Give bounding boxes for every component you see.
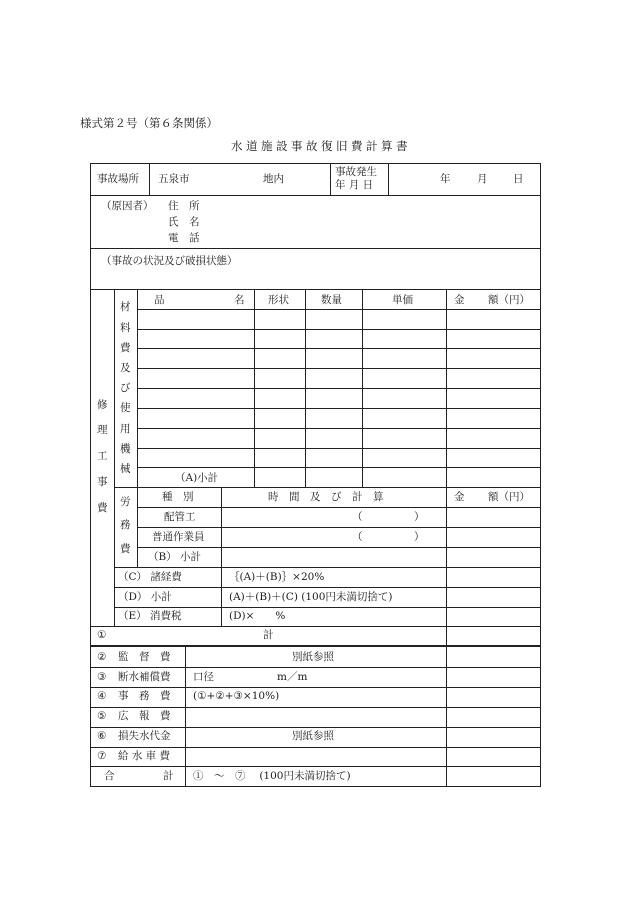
document-title: 水道施設事故復旧費計算書: [231, 139, 411, 153]
col-divider: [114, 289, 115, 626]
row4-number: ④: [97, 690, 107, 702]
accident-place-label: 事故場所: [97, 173, 139, 185]
phone-label: 電 話: [168, 232, 200, 244]
row-divider: [90, 195, 541, 196]
row-divider: [137, 408, 541, 409]
material-label-9: 械: [120, 463, 131, 475]
address-label: 住 所: [168, 200, 200, 212]
row3-note: 口径 m／m: [193, 671, 308, 683]
col-divider: [221, 567, 222, 626]
occurrence-label: 事故発生: [335, 166, 377, 178]
row-divider: [90, 747, 541, 748]
labor-calc-open: （: [352, 531, 363, 543]
row-divider: [137, 448, 541, 449]
repair-label-5: 費: [97, 502, 108, 514]
year-field[interactable]: 年: [440, 173, 451, 185]
row6-note: 別紙参照: [292, 730, 334, 742]
repair-label-3: 工: [97, 450, 108, 462]
row-divider: [137, 348, 541, 349]
col-divider: [330, 163, 331, 195]
labor-header-type: 種 別: [162, 491, 194, 503]
row-divider: [90, 626, 541, 627]
material-label-1: 材: [120, 301, 131, 313]
material-label-2: 料: [120, 322, 131, 334]
row-divider: [137, 467, 541, 468]
row4-note: (①+②+③×10%): [193, 690, 280, 702]
labor-calc-close: ）: [414, 531, 425, 543]
grand-total-label-left: 合: [104, 770, 115, 782]
row3-number: ③: [97, 671, 107, 683]
material-label-3: 費: [120, 342, 131, 354]
situation-label: （事故の状況及び破損状態）: [101, 255, 238, 267]
material-label-8: 機: [120, 443, 131, 455]
row4-label: 事 務 費: [118, 690, 171, 702]
row-divider: [90, 707, 541, 708]
labor-header-amount-right: 額（円）: [488, 491, 530, 503]
row-divider: [90, 766, 541, 767]
material-label-7: 用: [120, 423, 131, 435]
grand-total-calc: ① ～ ⑦ (100円未満切捨て): [193, 770, 351, 782]
labor-label-2: 務: [120, 519, 131, 531]
row-divider: [137, 428, 541, 429]
labor-label-1: 労: [120, 496, 131, 508]
tax-label: （E） 消費税: [118, 610, 182, 622]
row-divider: [90, 727, 541, 728]
labor-calc-open: （: [352, 511, 363, 523]
header-amount-left: 金: [454, 294, 465, 306]
subtotal-a-label: （A)小計: [175, 472, 219, 484]
day-field[interactable]: 日: [513, 173, 524, 185]
row5-label: 広 報 費: [118, 710, 171, 722]
header-qty: 数量: [321, 294, 342, 306]
month-field[interactable]: 月: [477, 173, 488, 185]
row2-number: ②: [97, 651, 107, 663]
row-divider: [90, 289, 541, 290]
name-label: 氏 名: [168, 216, 200, 228]
row-divider: [114, 607, 541, 608]
row7-label: 給 水 車 費: [118, 750, 171, 762]
cause-label: （原因者）: [101, 200, 154, 212]
row6-number: ⑥: [97, 730, 107, 742]
row-divider: [137, 309, 541, 310]
district-suffix: 地内: [263, 173, 284, 185]
row-divider: [90, 248, 541, 249]
row-divider: [137, 527, 541, 528]
row-divider: [90, 687, 541, 688]
repair-label-1: 修: [97, 399, 108, 411]
overhead-label: （C） 諸経費: [118, 571, 182, 583]
header-item-right: 名: [234, 294, 245, 306]
repair-label-4: 事: [97, 476, 108, 488]
row-divider: [137, 507, 541, 508]
occurrence-date-label: 年 月 日: [335, 179, 374, 191]
tax-calc: (D)× %: [229, 610, 286, 622]
total1-label: 計: [263, 629, 274, 641]
row2-note: 別紙参照: [292, 651, 334, 663]
row-divider: [114, 587, 541, 588]
labor-header-amount-left: 金: [454, 491, 465, 503]
labor-row-worker: 普通作業員: [152, 531, 205, 543]
header-amount-right: 額（円）: [488, 294, 530, 306]
grand-total-label-right: 計: [163, 770, 174, 782]
row3-label: 断水補償費: [118, 671, 171, 683]
subtotal-d-label: （D） 小計: [118, 591, 172, 603]
row-divider: [137, 329, 541, 330]
header-item-left: 品: [154, 294, 165, 306]
row7-number: ⑦: [97, 750, 107, 762]
subtotal-d-calc: (A)＋(B)＋(C) (100円未満切捨て): [229, 591, 393, 603]
labor-header-calc: 時 間 及 び 計 算: [268, 491, 384, 503]
form-number: 様式第２号（第６条関係）: [80, 116, 218, 130]
total1-number: ①: [97, 629, 107, 641]
header-unit-price: 単価: [392, 294, 413, 306]
repair-label-2: 理: [97, 424, 108, 436]
row-divider: [137, 547, 541, 548]
col-divider: [149, 163, 150, 195]
row-divider: [137, 368, 541, 369]
row-divider: [114, 567, 541, 568]
subtotal-b-label: （B） 小計: [148, 551, 202, 563]
row5-number: ⑤: [97, 710, 107, 722]
material-label-5: び: [120, 382, 131, 394]
row-divider: [90, 667, 541, 668]
row2-label: 監 督 費: [118, 651, 171, 663]
row-divider-thick: [90, 645, 541, 647]
material-label-6: 使: [120, 402, 131, 414]
overhead-calc: ｛(A)＋(B)｝×20%: [229, 571, 325, 583]
material-label-4: 及: [120, 362, 131, 374]
row6-label: 損失水代金: [118, 730, 171, 742]
row-divider: [114, 487, 541, 488]
col-divider: [446, 289, 447, 786]
row-divider: [137, 388, 541, 389]
header-shape: 形状: [268, 294, 289, 306]
labor-calc-close: ）: [414, 511, 425, 523]
col-divider: [388, 163, 389, 195]
city-name: 五泉市: [158, 173, 190, 185]
labor-label-3: 費: [120, 543, 131, 555]
labor-row-plumber: 配管工: [164, 511, 196, 523]
